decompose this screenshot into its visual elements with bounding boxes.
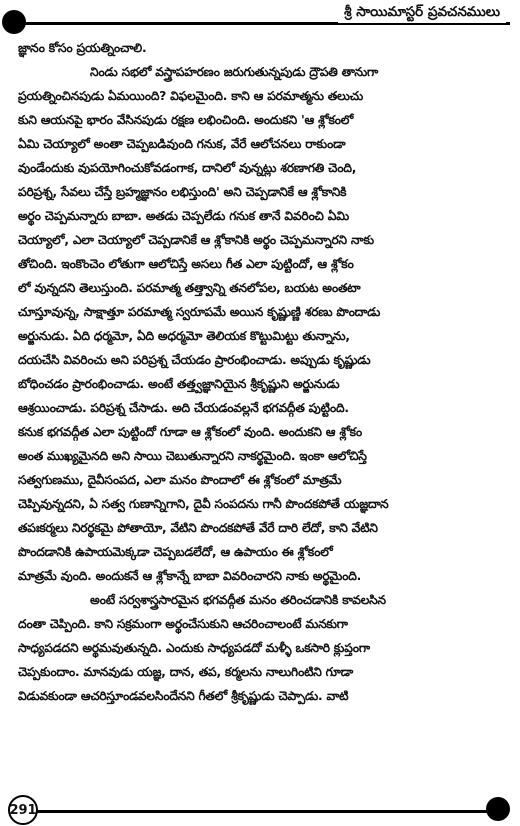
text-line: నిండు సభలో వస్త్రాపహరణం జరుగుతున్నపుడు ద్రౌపతి తానుగా [90, 65, 379, 79]
text-line: అర్థం చెప్పమన్నారు బాబా. అతడు చెప్పలేడు గనుక తానే వివరించి ఏమి [18, 209, 349, 223]
text-line: వుండేందుకు వుపయోగించుకోవడంగాక, దానిలో వున్నట్లు శరణాగతి చెంది, [18, 161, 357, 175]
text-line: బోధించడం ప్రారంభించాడు. అంటే తత్త్వజ్ఞానియైన శ్రీకృష్ణుని అర్జునుడు [18, 377, 340, 391]
paragraph [18, 60, 508, 588]
header-bullet [2, 10, 26, 34]
text-line: దయచేసి వివరించు అని పరిప్రశ్న చేయడం ప్రారంభించాడు. అప్పుడు కృష్ణుడు [18, 353, 371, 367]
text-line: దంతా చెప్పింది. కాని సక్రమంగా అర్థంచేసుకుని ఆచరించాలంటే మనకుగా [18, 617, 348, 631]
text-line: సత్వగుణము, దైవీసంపద, ఎలా మనం పొందాలో ఈ శ్లోకంలో మాత్రమే [18, 473, 342, 487]
text-line: తోచింది. ఇంకొంచెం లోతుగా ఆలోచిస్తే అసలు గీత ఎలా పుట్టిందో, ఆ శ్లోకం [18, 257, 354, 271]
text-line: అర్జునుడు. ఏది ధర్మమో, ఏది అధర్మమో తెలియక కొట్టుమిట్టు తున్నాను, [18, 329, 350, 343]
text-line: అంత ముఖ్యమైనది అని సాయి చెబుతున్నారని నాకర్థమైంది. ఇంకా ఆలోచిస్తే [18, 449, 367, 463]
paragraph [18, 588, 508, 708]
text-line: సాధ్యపడదని అర్థమవుతున్నది. ఎందుకు సాధ్యపడదో మళ్ళీ ఒకసారి క్లుప్తంగా [18, 641, 370, 655]
page-body [18, 36, 508, 788]
text-line: పరిప్రశ్న, సేవలు చేస్తే బ్రహ్మజ్ఞానం లభిస్తుంది' అని చెప్పడానికే ఆ శ్లోకానికి [18, 185, 347, 199]
text-line: తపఃకర్మలు నిరర్థకమై పోతాయో, వేటిని పొందకపోతే వేరే దారి లేదో, కాని వేటిని [18, 521, 378, 535]
text-line: కనుక భగవద్గీత ఎలా పుట్టిందో గూడా ఆ శ్లోకంలో వుంది. అందుకని ఆ శ్లోకం [18, 425, 363, 439]
paragraph [18, 36, 508, 60]
text-line: జ్ఞానం కోసం ప్రయత్నించాలి. [18, 41, 147, 55]
text-line: అంటే సర్వశాస్త్రసారమైన భగవద్గీత మనం తరించడానికి కావలసిన [90, 593, 386, 607]
text-line: ఏమి చెయ్యాలో అంతా చెప్పబడివుంది గనుక, వేరే ఆలోచనలు రాకుండా [18, 137, 346, 151]
text-line: విడువకుండా ఆచరిస్తూండవలసిందేనని గీతలో శ్రీకృష్ణుడు చెప్పాడు. వాటి [18, 689, 349, 703]
footer-rule [14, 810, 494, 813]
text-line: చెయ్యాలో, ఎలా చెయ్యాలో చెప్పడానికే ఆ శ్లోకానికి అర్థం చెప్పమన్నారని నాకు [18, 233, 374, 247]
text-line: చెప్పకుందాం. మానవుడు యజ్ఞ, దాన, తప, కర్మలను నాలుగింటిని గూడా [18, 665, 353, 679]
text-line: చూస్తూవున్న, సాక్షాత్తూ పరమాత్మ స్వరూపమే అయిన కృష్ణుణ్ణి శరణు పొందాడు [18, 305, 381, 319]
text-line: ఆశ్రయించాడు. పరిప్రశ్న చేసాడు. అది చేయడంవల్లనే భగవద్గీత పుట్టింది. [18, 401, 349, 415]
text-line: లో వున్నదని తెలుస్తుంది. పరమాత్మ తత్త్వాన్ని తనలోపల, బయట అంతటా [18, 281, 361, 295]
text-line: పొందడానికి ఉపాయమెక్కడా చెప్పబడలేదో, ఆ ఉపాయం ఈ శ్లోకంలో [18, 545, 333, 559]
page-number: 291 [8, 795, 38, 825]
text-line: కుని ఆయనపై భారం వేసినపుడు రక్షణ లభించింది. అందుకని 'ఆ శ్లోకంలో [18, 113, 354, 127]
running-title: శ్రీ సాయిమాస్టర్ ప్రవచనములు [338, 4, 506, 23]
text-line: చెప్పివున్నదని, ఏ సత్వ గుణాన్నిగాని, దైవీ సంపదను గానీ పొందకపోతే యజ్ఞదాన [18, 497, 389, 511]
text-line: మాత్రమే వుంది. అందుకనే ఆ శ్లోకాన్నే బాబా వివరించారని నాకు అర్థమైంది. [18, 569, 362, 583]
footer-bullet [486, 797, 510, 821]
text-line: ప్రయత్నించినపుడు ఏమయింది? విఫలమైంది. కాని ఆ పరమాత్మను తలుచు [18, 89, 363, 103]
